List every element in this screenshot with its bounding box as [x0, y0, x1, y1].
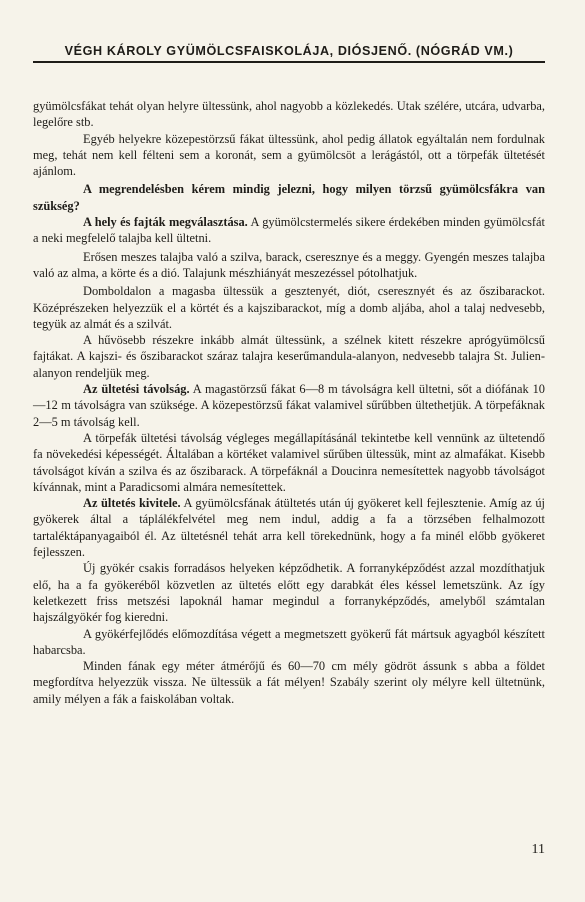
paragraph-text: gyümölcsfákat tehát olyan helyre ültessünk, ahol nagyobb a közlekedés. Utak szélére, utcára, udvarba, legelőre stb.: [33, 99, 545, 130]
paragraph: [33, 381, 545, 430]
paragraph-text: A magastörzsű fákat 6—8 m távolságra kell ültetni, sőt a diófának 10—12 m távolságra van szüksége. A közepestörzsű fákat valamivel sűrűbben ültethetjük. A törpefáknak 2—5 m távolság kell.: [33, 382, 545, 429]
paragraph: [33, 658, 545, 707]
paragraph: [33, 131, 545, 180]
section-heading: Az ültetés kivitele.: [83, 496, 181, 511]
body-text: [33, 98, 545, 707]
paragraph-text: Domboldalon a magasba ültessük a gesztenyét, diót, cseresznyét és az őszibarackot. Középrészeken helyezzük el a körtét és a kajszibarackot, míg a domb aljába, ahol a talaj nedvesebb, tegyük az almát és a szilvát.: [33, 284, 545, 331]
paragraph: [33, 214, 545, 247]
paragraph-text: A hűvösebb részekre inkább almát ültessünk, a szélnek kitett részekre aprógyümölcsű fajtákat. A kajszi- és őszibarackot száraz talajra keserűmandula-alanyon, nedvesebb talajra St. Julien-alanyon rendeljük meg.: [33, 333, 545, 380]
paragraph-text: Új gyökér csakis forradásos helyeken képződhetik. A forranyképződést azzal mozdíthatjuk elő, ha a fa gyökeréből közvetlen az ültetés előtt egy darabkát éles késsel lemetszünk. Az így keletkezett friss metszési lapoknál hamar megindul a forranyképződés, amelyből számtalan hajszálgyökér fog kieredni.: [33, 561, 545, 625]
paragraph-text: A gyümölcstermelés sikere érdekében minden gyümölcsfát a neki megfelelő talajba kell ültetni.: [33, 215, 545, 246]
paragraph: [33, 430, 545, 495]
running-header: VÉGH KÁROLY GYÜMÖLCSFAISKOLÁJA, DIÓSJENŐ. (NÓGRÁD VM.): [64, 44, 514, 58]
paragraph-text: A törpefák ültetési távolság végleges megállapításánál tekintetbe kell vennünk az ültetendő fa növekedési képességét. Általában a körtéket valamivel sűrűben ültessük, mint az almafákat. Kisebb távolságot kíván a szilva és az őszibarack. A törpefáknál a Doucinra nemesítettek nagyobb távolságot kívánnak, mint a Paradicsomi almára nemesítettek.: [33, 430, 545, 494]
paragraph-text: A gyümölcsfának átültetés után új gyökeret kell fejlesztenie. Amíg az új gyökerek által a táplálékfelvétel meg nem indul, addig a fa a törzsében felhalmozott tartaléktápanyagaiból él. Az ültetésnél tehát arra kell törekednünk, hogy a fa minél előbb gyökeret fejlesszen.: [33, 496, 546, 560]
paragraph: [33, 249, 545, 282]
paragraph: [33, 332, 545, 381]
paragraph: [33, 98, 545, 131]
paragraph: [33, 495, 545, 560]
paragraph-text: Egyéb helyekre közepestörzsű fákat ültessünk, ahol pedig állatok egyáltalán nem fordulnak meg, tehát nem kell félteni sem a koronát, sem a gyümölcsöt a lerágástól, ott a törpefák ültetését ajánlom.: [33, 131, 545, 179]
paragraph: [33, 283, 545, 332]
header-rule: [33, 61, 545, 63]
section-heading: A hely és fajták megválasztása.: [83, 215, 248, 230]
paragraph: [33, 560, 545, 625]
paragraph-text: A gyökérfejlődés előmozdítása végett a megmetszett gyökerű fát mártsuk agyagból készített habarcsba.: [33, 626, 545, 657]
paragraph: [33, 626, 545, 659]
page-number: 11: [531, 842, 545, 857]
bold-lead: A megrendelésben kérem mindig jelezni, hogy milyen törzsű gyümölcsfákra van szükség?: [33, 182, 545, 213]
paragraph-text: Minden fának egy méter átmérőjű és 60—70 cm mély gödröt ássunk s abba a földet megfordítva helyezzük vissza. Ne ültessük a fát mélyen! Szabály szerint oly mélyre kell ültetnünk, amily mélyen a fák a faiskolában voltak.: [33, 659, 545, 706]
paragraph: [33, 181, 545, 214]
section-heading: Az ültetési távolság.: [83, 382, 190, 397]
paragraph-text: Erősen meszes talajba való a szilva, barack, cseresznye és a meggy. Gyengén meszes talajba való az alma, a körte és a dió. Talajunk mészhiányát meszezéssel pótolhatjuk.: [33, 249, 545, 280]
